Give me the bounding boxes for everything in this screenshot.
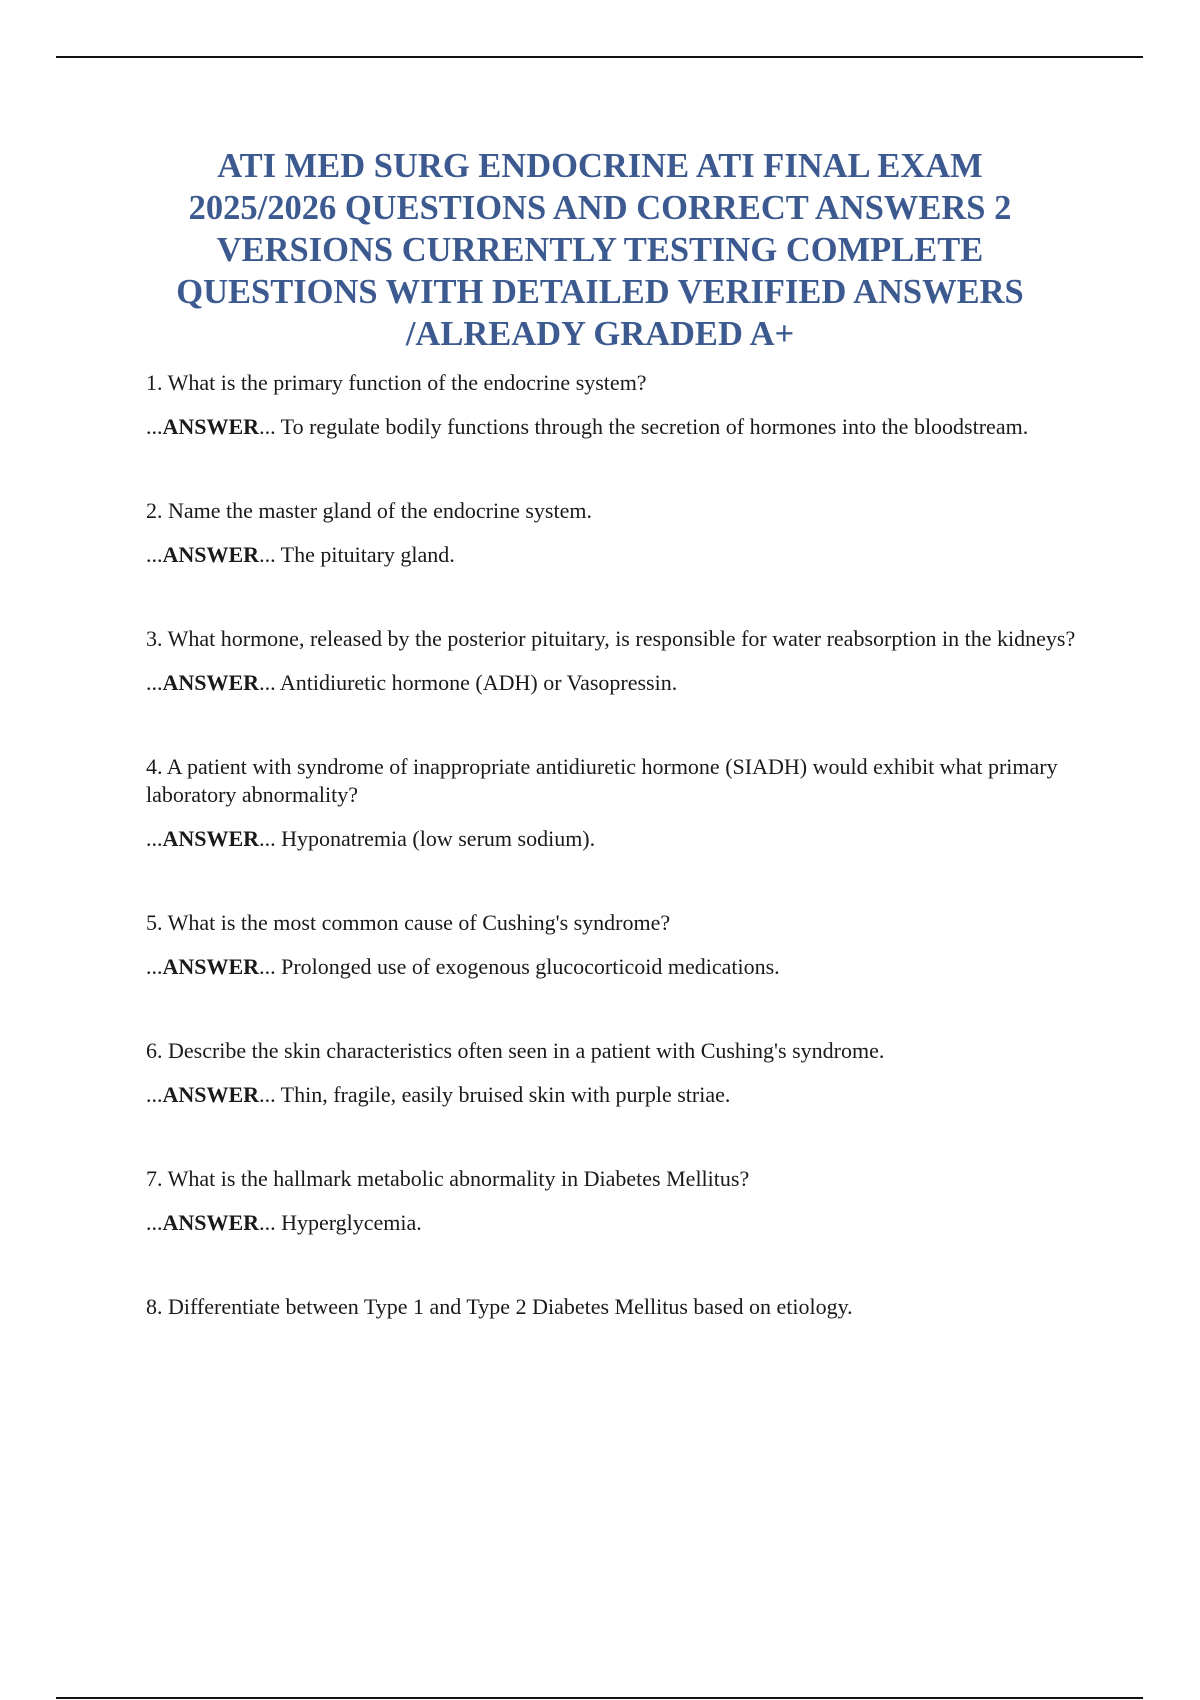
answer-keyword: ANSWER xyxy=(162,954,260,979)
qa-item-8 xyxy=(146,1293,1086,1321)
answer-text: Hyponatremia (low serum sodium). xyxy=(275,826,596,851)
answer-text: Prolonged use of exogenous glucocorticoid medications. xyxy=(275,954,780,979)
answer-text: The pituitary gland. xyxy=(275,542,455,567)
answer-suffix: ... xyxy=(259,670,276,695)
question-5: 5. What is the most common cause of Cushing's syndrome? xyxy=(146,910,671,935)
answer-prefix: ... xyxy=(146,826,163,851)
answer-keyword: ANSWER xyxy=(162,414,260,439)
answer-prefix: ... xyxy=(146,542,163,567)
answer-6 xyxy=(146,1081,1086,1109)
qa-item-6 xyxy=(146,1037,1086,1109)
answer-prefix: ... xyxy=(146,1082,163,1107)
answer-keyword: ANSWER xyxy=(162,542,260,567)
qa-item-7 xyxy=(146,1165,1086,1237)
answer-prefix: ... xyxy=(146,670,163,695)
answer-text: Hyperglycemia. xyxy=(275,1210,422,1235)
answer-prefix: ... xyxy=(146,1210,163,1235)
qa-item-5 xyxy=(146,909,1086,981)
qa-item-4 xyxy=(146,753,1086,853)
answer-text: To regulate bodily functions through the secretion of hormones into the bloodstream. xyxy=(275,414,1029,439)
qa-item-1 xyxy=(146,369,1086,441)
answer-suffix: ... xyxy=(259,414,276,439)
top-rule xyxy=(56,56,1143,58)
question-4: 4. A patient with syndrome of inappropriate antidiuretic hormone (SIADH) would exhibit what primary laboratory abnormality? xyxy=(146,754,1058,807)
answer-keyword: ANSWER xyxy=(162,670,260,695)
bottom-rule xyxy=(56,1697,1143,1699)
answer-2 xyxy=(146,541,1086,569)
question-7: 7. What is the hallmark metabolic abnormality in Diabetes Mellitus? xyxy=(146,1166,750,1191)
answer-5 xyxy=(146,953,1086,981)
answer-suffix: ... xyxy=(259,542,276,567)
answer-prefix: ... xyxy=(146,414,163,439)
question-2: 2. Name the master gland of the endocrine system. xyxy=(146,498,592,523)
answer-1 xyxy=(146,413,1086,441)
answer-text: Thin, fragile, easily bruised skin with purple striae. xyxy=(275,1082,731,1107)
answer-keyword: ANSWER xyxy=(162,1210,260,1235)
answer-suffix: ... xyxy=(259,1210,276,1235)
qa-item-2 xyxy=(146,497,1086,569)
answer-7 xyxy=(146,1209,1086,1237)
answer-keyword: ANSWER xyxy=(162,1082,260,1107)
answer-4 xyxy=(146,825,1086,853)
question-1: 1. What is the primary function of the endocrine system? xyxy=(146,370,647,395)
question-3: 3. What hormone, released by the posterior pituitary, is responsible for water reabsorption in the kidneys? xyxy=(146,626,1076,651)
answer-suffix: ... xyxy=(259,826,276,851)
answer-3 xyxy=(146,669,1086,697)
answer-suffix: ... xyxy=(259,1082,276,1107)
answer-keyword: ANSWER xyxy=(162,826,260,851)
question-6: 6. Describe the skin characteristics often seen in a patient with Cushing's syndrome. xyxy=(146,1038,885,1063)
question-8: 8. Differentiate between Type 1 and Type 2 Diabetes Mellitus based on etiology. xyxy=(146,1294,853,1319)
answer-suffix: ... xyxy=(259,954,276,979)
qa-item-3 xyxy=(146,625,1086,697)
document-title: ATI MED SURG ENDOCRINE ATI FINAL EXAM 2025/2026 QUESTIONS AND CORRECT ANSWERS 2 VERSIONS CURRENTLY TESTING COMPLETE QUESTIONS WITH DETAILED VERIFIED ANSWERS /ALREADY GRADED A+ xyxy=(176,147,1024,353)
qa-list xyxy=(146,369,1086,1377)
answer-text: Antidiuretic hormone (ADH) or Vasopressin. xyxy=(275,670,678,695)
answer-prefix: ... xyxy=(146,954,163,979)
